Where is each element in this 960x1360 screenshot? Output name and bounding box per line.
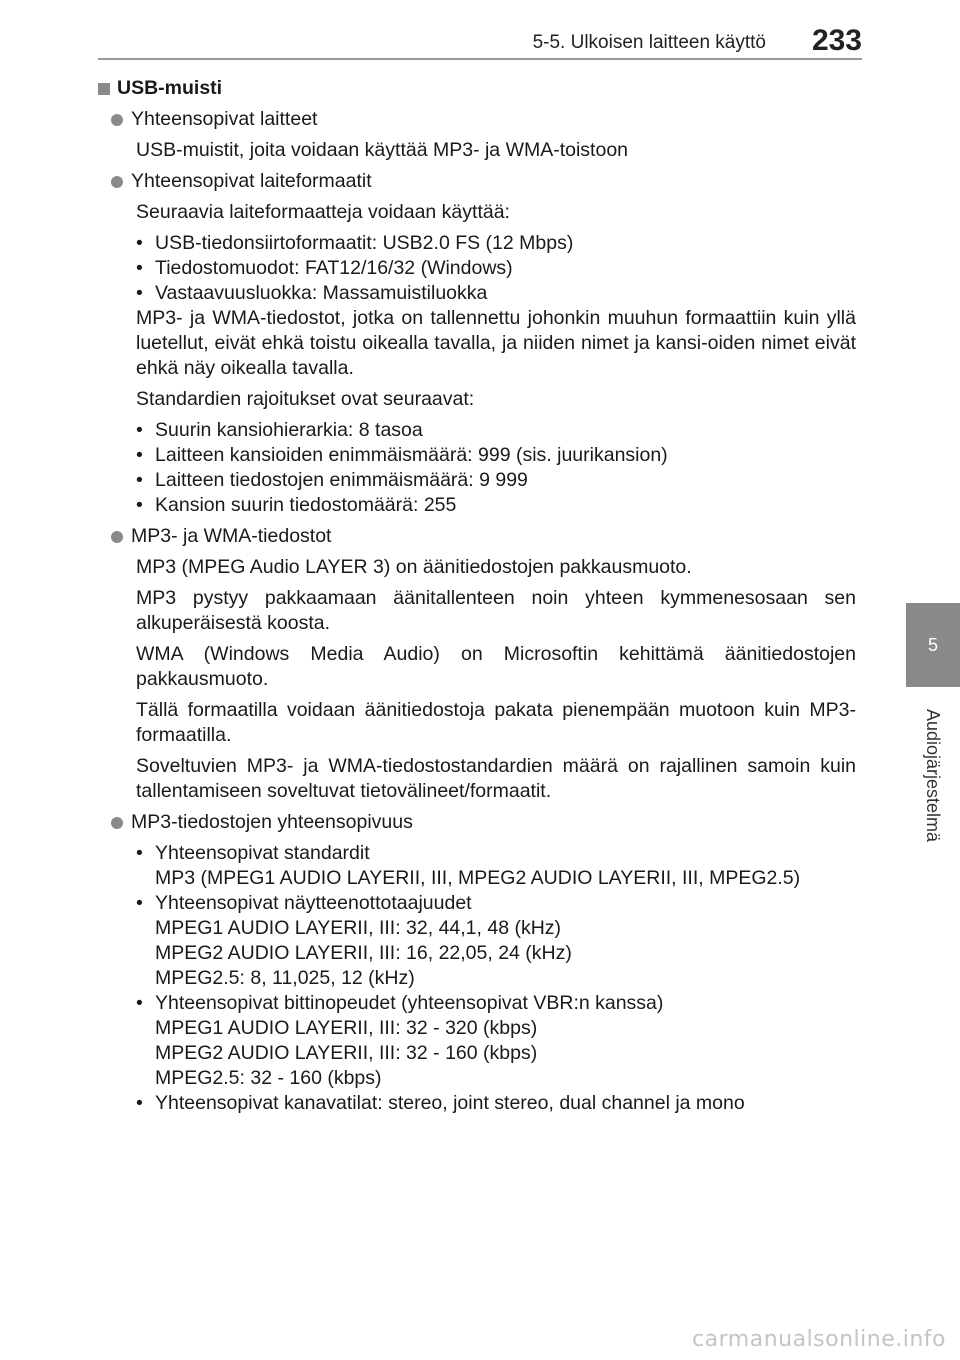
paragraph: Standardien rajoitukset ovat seuraavat:: [136, 388, 475, 410]
header-title: 5-5. Ulkoisen laitteen käyttö: [532, 32, 766, 53]
subsection-heading: [98, 524, 856, 549]
subsection-title: MP3-tiedostojen yhteensopivuus: [131, 811, 413, 833]
section-heading: [98, 76, 856, 101]
section-title: USB-muisti: [117, 77, 223, 99]
list-item-line: MP3 (MPEG1 AUDIO LAYERII, III, MPEG2 AUDIO LAYERII, III, MPEG2.5): [155, 867, 801, 889]
list-item-line: MPEG1 AUDIO LAYERII, III: 32, 44,1, 48 (kHz): [155, 917, 562, 939]
list-item: • Laitteen kansioiden enimmäismäärä: 999 (sis. juurikansion): [136, 443, 856, 468]
format-list: [98, 231, 856, 306]
paragraph: Seuraavia laiteformaatteja voidaan käyttää:: [136, 201, 510, 223]
chapter-tab[interactable]: [906, 603, 960, 687]
list-item: [136, 991, 856, 1091]
main-content: [98, 76, 856, 1122]
paragraph: MP3 (MPEG Audio LAYER 3) on äänitiedostojen pakkausmuoto.: [136, 556, 692, 578]
circle-bullet-icon: [111, 817, 123, 829]
list-item: • Kansion suurin tiedostomäärä: 255: [136, 493, 856, 518]
subsection-heading: [98, 810, 856, 835]
list-item: [136, 1091, 856, 1116]
subsection-heading: [98, 107, 856, 132]
paragraph: MP3- ja WMA-tiedostot, jotka on tallennettu johonkin muuhun formaattiin kuin yllä luetellut, eivät ehkä toistu oikealla tavalla, ja niiden nimet ja kansi-oiden nimet eivät ehkä näy oikealla tavalla.: [136, 307, 856, 379]
subsection-title: Yhteensopivat laitteet: [131, 108, 318, 130]
list-item: • USB-tiedonsiirtoformaatit: USB2.0 FS (12 Mbps): [136, 231, 856, 256]
list-item-line: MPEG2 AUDIO LAYERII, III: 16, 22,05, 24 (kHz): [155, 942, 572, 964]
circle-bullet-icon: [111, 176, 123, 188]
list-item-line: MPEG2.5: 32 - 160 (kbps): [155, 1067, 382, 1089]
paragraph: MP3 pystyy pakkaamaan äänitallenteen noin yhteen kymmenesosaan sen alkuperäisestä koosta.: [136, 587, 856, 634]
chapter-label: [907, 690, 959, 860]
list-item-label: • Yhteensopivat bittinopeudet (yhteensopivat VBR:n kanssa): [155, 992, 664, 1014]
chapter-label-text: Audiojärjestelmä: [923, 708, 944, 842]
list-item-line: MPEG2 AUDIO LAYERII, III: 32 - 160 (kbps): [155, 1042, 538, 1064]
list-item-line: MPEG2.5: 8, 11,025, 12 (kHz): [155, 967, 415, 989]
subsection-title: MP3- ja WMA-tiedostot: [131, 525, 332, 547]
list-item-line: MPEG1 AUDIO LAYERII, III: 32 - 320 (kbps): [155, 1017, 538, 1039]
chapter-number: 5: [927, 634, 938, 655]
paragraph: Tällä formaatilla voidaan äänitiedostoja pakata pienempään muotoon kuin MP3-formaatilla.: [136, 699, 856, 746]
circle-bullet-icon: [111, 114, 123, 126]
list-item-label: • Yhteensopivat standardit: [155, 842, 370, 864]
list-item: • Vastaavuusluokka: Massamuistiluokka: [136, 281, 856, 306]
list-item: • Suurin kansiohierarkia: 8 tasoa: [136, 418, 856, 443]
subsection-heading: [98, 169, 856, 194]
square-bullet-icon: [98, 83, 110, 95]
paragraph: WMA (Windows Media Audio) on Microsoftin kehittämä äänitiedostojen pakkausmuoto.: [136, 643, 856, 690]
paragraph: USB-muistit, joita voidaan käyttää MP3- ja WMA-toistoon: [136, 139, 629, 161]
list-item: • Tiedostomuodot: FAT12/16/32 (Windows): [136, 256, 856, 281]
list-item: [136, 841, 856, 891]
list-item-label: • Yhteensopivat näytteenottotaajuudet: [155, 892, 472, 914]
compat-list: [98, 841, 856, 1116]
watermark: carmanualsonline.info: [692, 1327, 946, 1352]
circle-bullet-icon: [111, 531, 123, 543]
subsection-title: Yhteensopivat laiteformaatit: [131, 170, 372, 192]
list-item: [136, 891, 856, 991]
page-header: [98, 24, 862, 60]
paragraph: Soveltuvien MP3- ja WMA-tiedostostandardien määrä on rajallinen samoin kuin tallentamiseen soveltuvat tietovälineet/formaatit.: [136, 755, 856, 802]
list-item-label: • Yhteensopivat kanavatilat: stereo, joint stereo, dual channel ja mono: [155, 1092, 745, 1114]
list-item: • Laitteen tiedostojen enimmäismäärä: 9 999: [136, 468, 856, 493]
limits-list: [98, 418, 856, 518]
page-number: 233: [811, 24, 862, 57]
